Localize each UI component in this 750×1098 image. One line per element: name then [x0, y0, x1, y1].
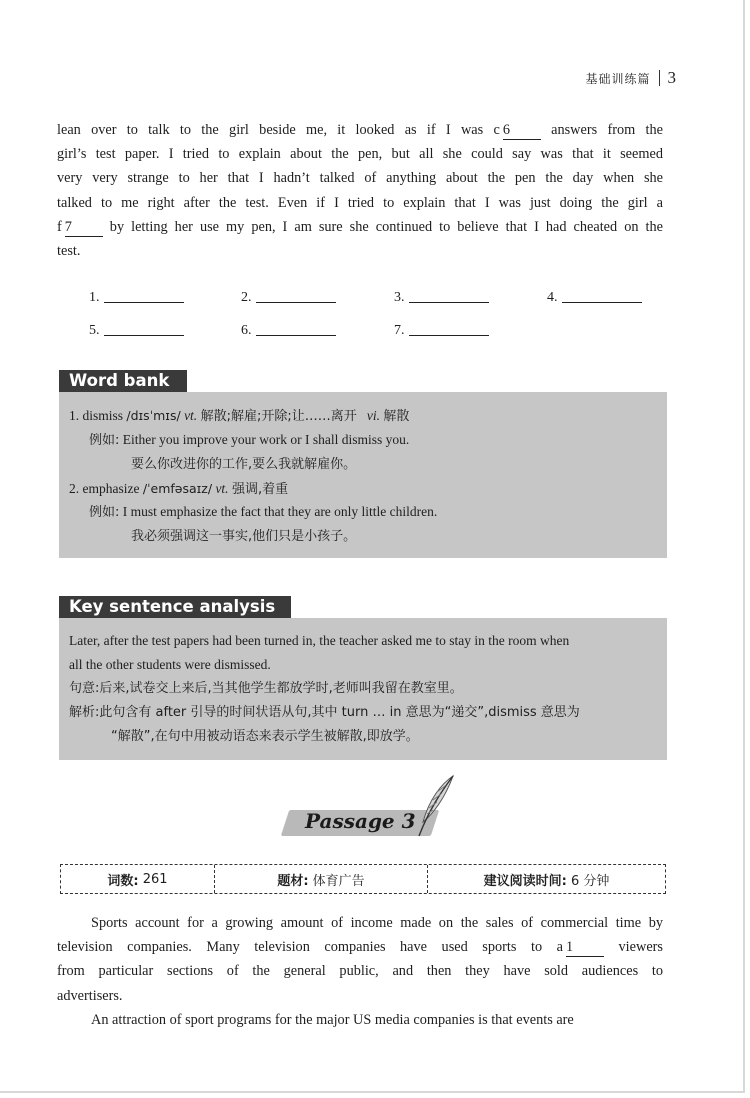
text-line — [57, 959, 663, 983]
text-line — [57, 1008, 663, 1032]
section-title: 基础训练篇 — [585, 71, 651, 86]
definition: 解散 — [383, 409, 410, 424]
topic-label: 题材: — [277, 873, 309, 889]
text-run: from particular sections of the general public, and then they have sold audiences to — [57, 963, 663, 980]
part-of-speech: vi. — [366, 408, 380, 423]
meaning-text: 后来,试卷交上来后,当其他学生都放学时,老师叫我留在教室里。 — [99, 681, 463, 696]
cloze-initial-letter: c — [493, 122, 500, 138]
text-line — [57, 142, 663, 166]
answer-number: 6. — [241, 323, 252, 338]
example-sentence: I must emphasize the fact that they are only little children. — [122, 504, 438, 519]
text-line — [57, 239, 663, 263]
feather-quill-icon — [415, 774, 459, 840]
answer-number: 2. — [241, 290, 252, 305]
passage-title-text: Passage 3 — [305, 809, 416, 833]
key-sentence-box — [59, 618, 667, 760]
text-line — [57, 166, 663, 190]
part-of-speech: vt. — [184, 408, 198, 423]
answer-number: 3. — [394, 290, 405, 305]
word-bank-heading: Word bank — [59, 370, 187, 392]
answer-underline — [256, 321, 336, 336]
analysis-text: 此句含有 after 引导的时间状语从句,其中 turn … in 意思为“递交”,dismiss 意思为 — [99, 705, 580, 720]
page-number: 3 — [667, 68, 676, 87]
key-sentence-line-2: all the other students were dismissed. — [69, 657, 271, 672]
topic-value: 体育广告 — [312, 873, 365, 889]
text-run: Sports account for a growing amount of income made on the sales of commercial time by — [91, 915, 663, 931]
reading-time-cell — [427, 865, 665, 893]
example-label: 例如: — [89, 505, 120, 520]
answer-line-3[interactable] — [394, 288, 489, 306]
passage-2-text — [57, 118, 663, 263]
cloze-blank[interactable]: 1 — [566, 938, 604, 957]
header-divider — [659, 70, 660, 86]
definition: 解散;解雇;开除;让……离开 — [200, 409, 357, 424]
answer-underline — [104, 288, 184, 303]
headword: 1. dismiss — [69, 408, 124, 423]
passage-3-text — [57, 911, 663, 1032]
key-sentence-heading: Key sentence analysis — [59, 596, 291, 618]
cloze-blank[interactable]: 6 — [503, 121, 541, 140]
text-line — [57, 215, 663, 239]
sentence-analysis — [69, 701, 580, 725]
text-run: talked to me right after the test. Even if I tried to explain that I was just doing the girl a — [57, 194, 663, 211]
cloze-initial-letter: a — [556, 939, 563, 956]
meaning-label: 句意: — [69, 681, 100, 696]
example-en — [89, 500, 437, 525]
topic-cell — [214, 865, 427, 893]
text-run: answers from the — [540, 122, 663, 138]
text-run: girl’s test paper. I tried to explain about the pen, but all she could say was that it seemed — [57, 146, 663, 163]
sentence-meaning — [69, 677, 463, 701]
text-run: very very strange to her that I hadn’t talked of anything about the pen the day when she — [57, 170, 663, 187]
phonetic: /dɪsˈmɪs/ — [126, 408, 181, 423]
running-head — [585, 68, 676, 88]
headword: 2. emphasize — [69, 481, 140, 496]
text-run: by letting her use my pen, I am sure she continued to believe that I had cheated on the — [102, 218, 663, 235]
word-entry-emphasize — [69, 477, 288, 502]
answer-number: 5. — [89, 323, 100, 338]
text-run: An attraction of sport programs for the major US media companies is that events are — [91, 1011, 574, 1028]
passage-3-title — [285, 800, 455, 848]
answer-underline — [104, 321, 184, 336]
reading-time-label: 建议阅读时间: — [483, 873, 567, 889]
text-run: advertisers. — [57, 987, 123, 1004]
word-count-value: 261 — [142, 871, 168, 887]
part-of-speech: vt. — [215, 481, 229, 496]
text-line — [57, 911, 663, 935]
word-count-label: 词数: — [107, 873, 139, 889]
answer-underline — [562, 288, 642, 303]
word-count-cell — [61, 865, 214, 893]
answer-underline — [256, 288, 336, 303]
example-en — [89, 428, 409, 453]
answer-line-6[interactable] — [241, 321, 336, 339]
answer-line-4[interactable] — [547, 288, 642, 306]
text-run: viewers — [604, 939, 663, 956]
answer-number: 7. — [394, 323, 405, 338]
word-entry-dismiss — [69, 404, 409, 429]
word-bank-box — [59, 392, 667, 558]
text-run: television companies. Many television companies have used sports to — [57, 939, 557, 956]
text-line — [57, 191, 663, 215]
answer-underline — [409, 321, 489, 336]
text-line — [57, 935, 663, 959]
answer-line-5[interactable] — [89, 321, 184, 339]
answer-number: 1. — [89, 290, 100, 305]
analysis-label: 解析: — [69, 705, 100, 720]
cloze-blank[interactable]: 7 — [65, 218, 103, 237]
answer-line-1[interactable] — [89, 288, 184, 306]
answer-number: 4. — [547, 290, 558, 305]
passage-info-box — [60, 864, 666, 894]
answer-underline — [409, 288, 489, 303]
cloze-initial-letter: f — [57, 218, 62, 235]
text-line — [57, 984, 663, 1008]
example-cn: 我必须强调这一事实,他们只是小孩子。 — [131, 529, 357, 544]
reading-time-value: 6 分钟 — [570, 873, 610, 889]
text-run: lean over to talk to the girl beside me, it looked as if I was — [57, 122, 494, 138]
text-line — [57, 118, 663, 142]
example-sentence: Either you improve your work or I shall dismiss you. — [122, 432, 410, 447]
example-label: 例如: — [89, 433, 120, 448]
phonetic: /ˈemfəsaɪz/ — [142, 481, 213, 496]
analysis-line-2: “解散”,在句中用被动语态来表示学生被解散,即放学。 — [111, 729, 419, 744]
answer-line-2[interactable] — [241, 288, 336, 306]
definition: 强调,着重 — [231, 482, 289, 497]
text-run: test. — [57, 242, 81, 259]
answer-line-7[interactable] — [394, 321, 489, 339]
key-sentence-line-1: Later, after the test papers had been turned in, the teacher asked me to stay in the room when — [69, 633, 570, 648]
example-cn: 要么你改进你的工作,要么我就解雇你。 — [131, 457, 357, 472]
